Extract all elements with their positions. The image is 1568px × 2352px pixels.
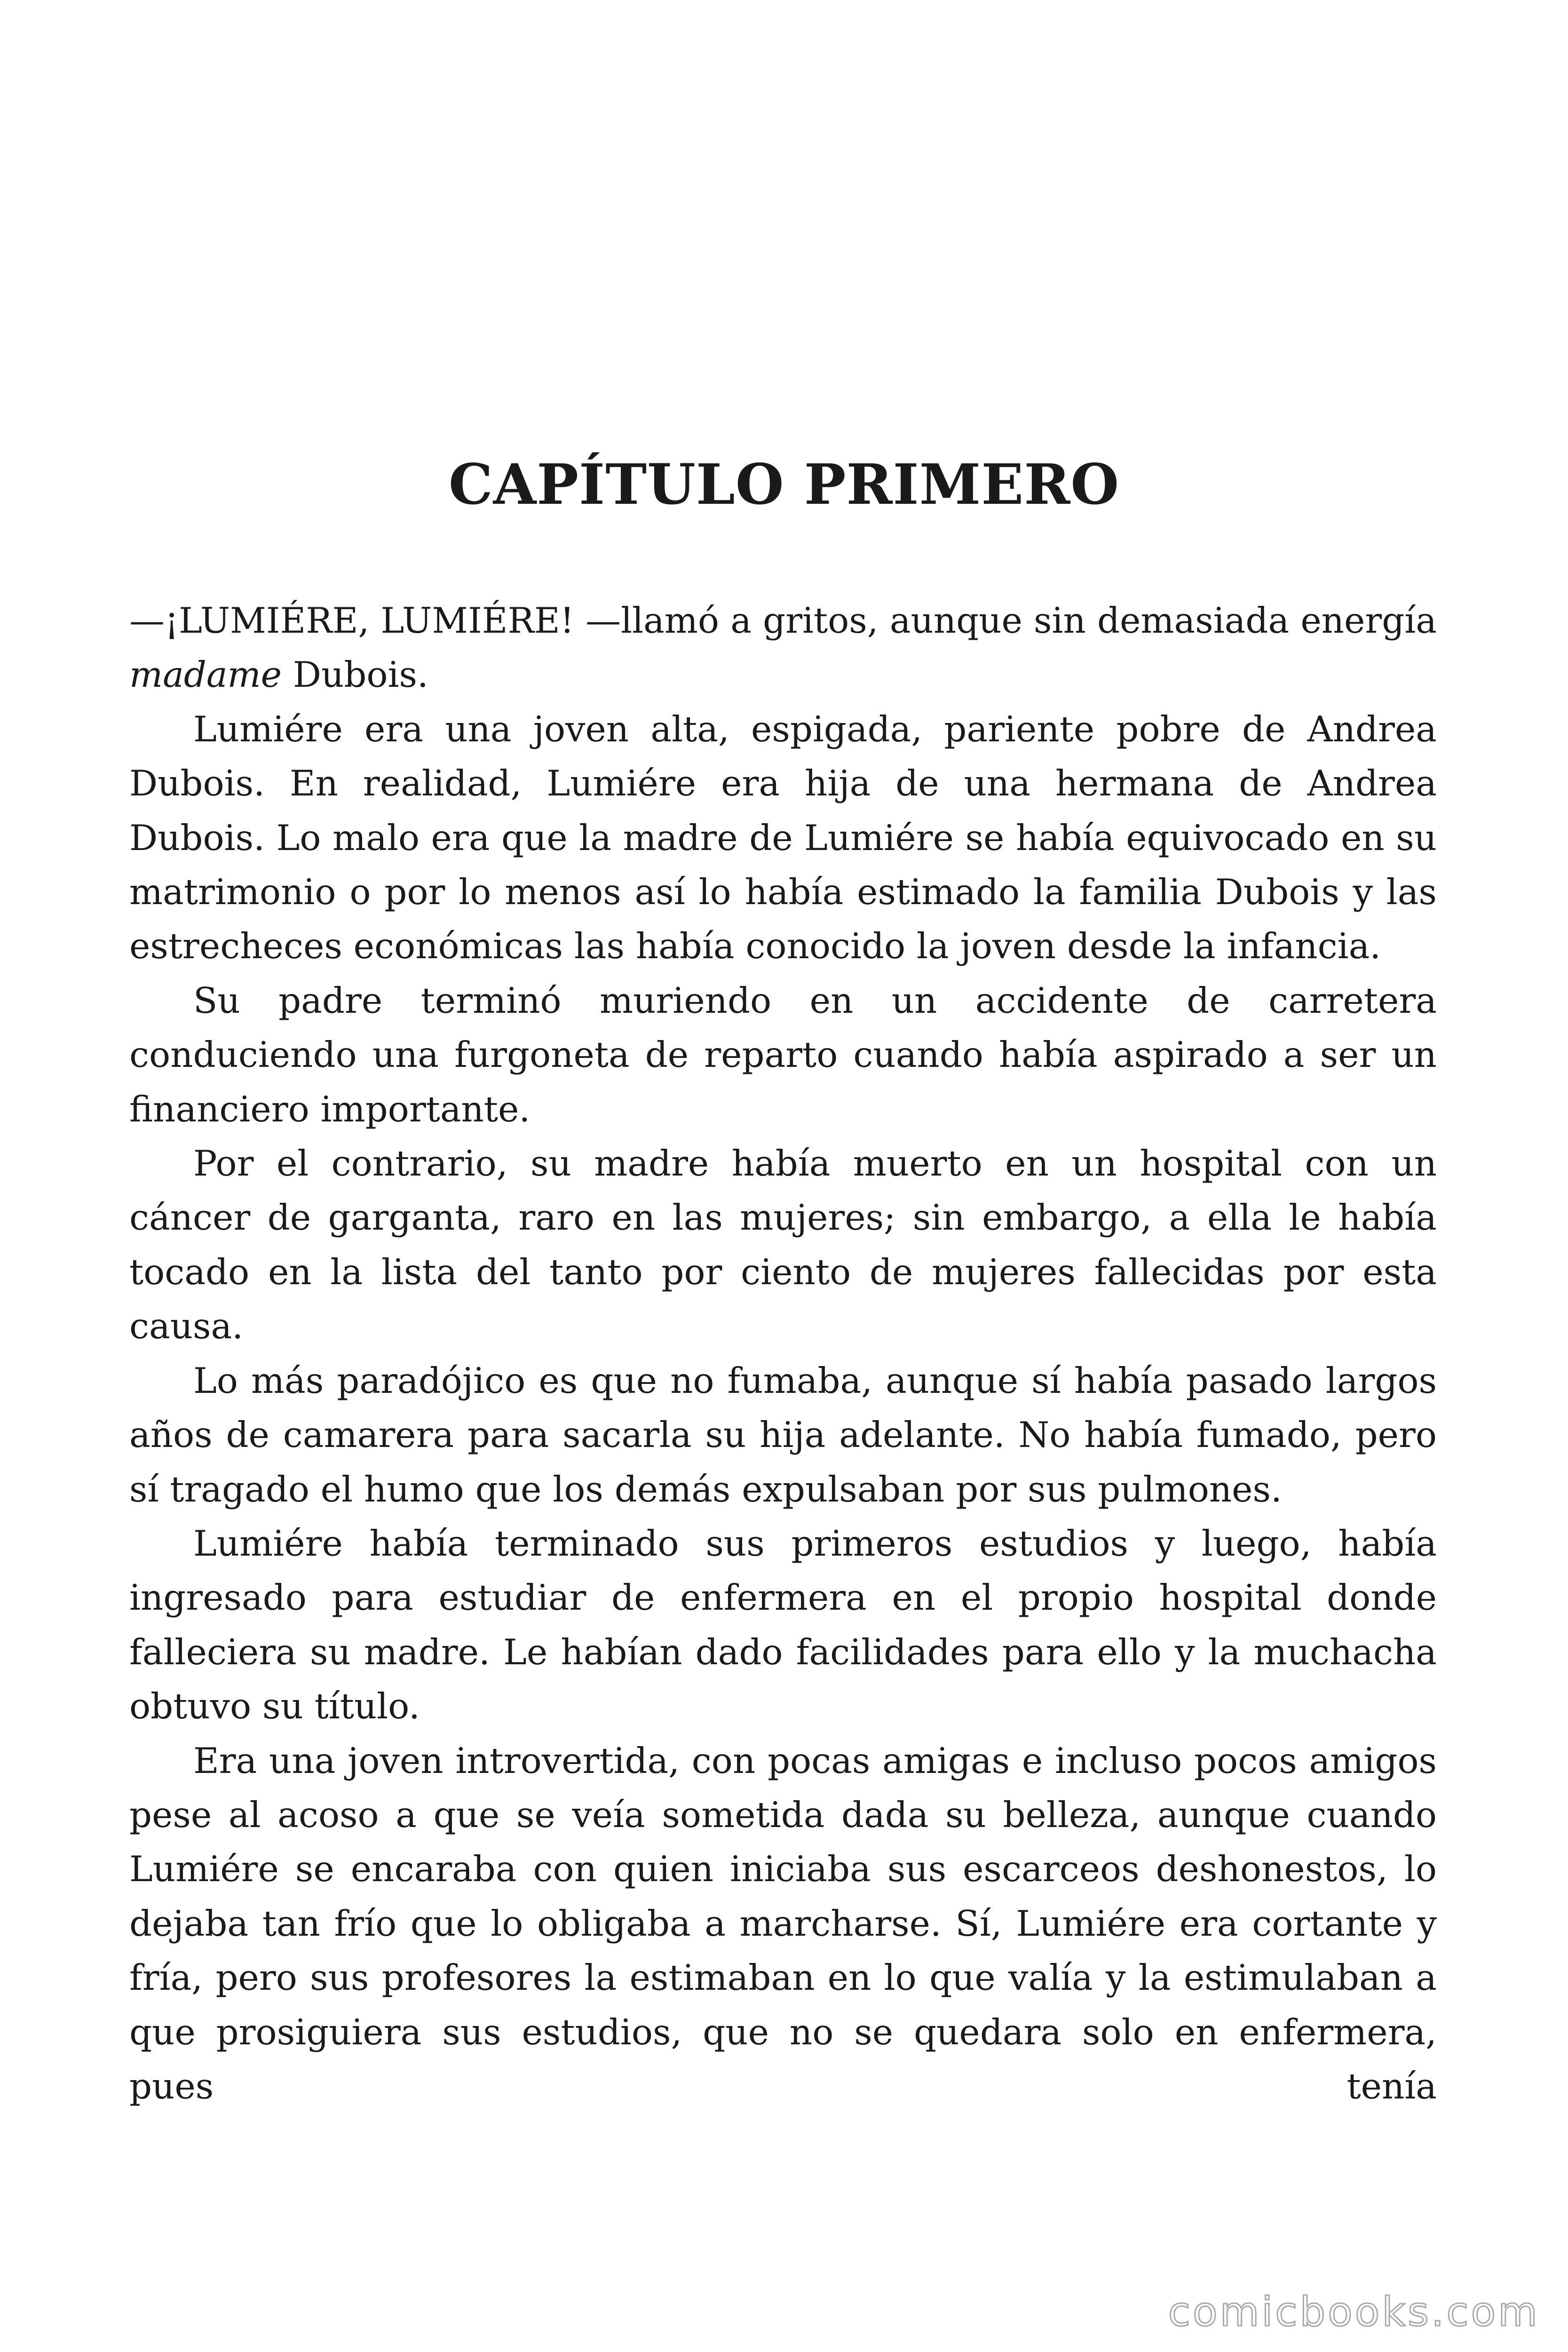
paragraph: Lo más paradójico es que no fumaba, aunque sí había pasado largos años de camarera para sacarla su hija adelante. No había fumado, pero sí tragado el humo que los demás expulsaban por sus pulmones. bbox=[129, 1359, 1437, 1510]
paragraph: Era una joven introvertida, con pocas amigas e incluso pocos amigos pese al acoso a que se veía sometida dada su belleza, aunque cuando Lumiére se encaraba con quien iniciaba sus escarceos deshonestos, lo dejaba tan frío que lo obligaba a marcharse. Sí, Lumiére era cortante y fría, pero sus profesores la estimaban en lo que valía y la estimulaban a que prosiguiera sus estudios, que no se quedara solo en enfermera, pues tenía bbox=[129, 1740, 1437, 2107]
paragraph: Su padre terminó muriendo en un accidente de carretera conduciendo una furgoneta de reparto cuando había aspirado a ser un financiero importante. bbox=[129, 979, 1437, 1130]
chapter-body bbox=[129, 594, 1437, 2114]
chapter-title: CAPÍTULO PRIMERO bbox=[448, 452, 1120, 517]
paragraph: Por el contrario, su madre había muerto en un hospital con un cáncer de garganta, raro en las mujeres; sin embargo, a ella le había tocado en la lista del tanto por ciento de mujeres fallecidas por esta causa. bbox=[129, 1143, 1437, 1347]
watermark: comicbooks.com bbox=[1168, 2288, 1540, 2336]
paragraph-opening-tail: Dubois. bbox=[282, 654, 428, 696]
paragraph: Lumiére era una joven alta, espigada, pariente pobre de Andrea Dubois. En realidad, Lumiére era hija de una hermana de Andrea Dubois. Lo malo era que la madre de Lumiére se había equivocado en su matrimonio o por lo menos así lo había estimado la familia Dubois y las estrecheces económicas las había conocido la joven desde la infancia. bbox=[129, 708, 1437, 967]
emphasis-madame: madame bbox=[129, 654, 282, 696]
paragraph-opening-text: —¡LUMIÉRE, LUMIÉRE! —llamó a gritos, aunque sin demasiada energía bbox=[129, 600, 1437, 641]
paragraph-opening bbox=[129, 594, 1437, 702]
paragraph: Lumiére había terminado sus primeros estudios y luego, había ingresado para estudiar de enfermera en el propio hospital donde falleciera su madre. Le habían dado facilidades para ello y la muchacha obtuvo su título. bbox=[129, 1522, 1437, 1727]
